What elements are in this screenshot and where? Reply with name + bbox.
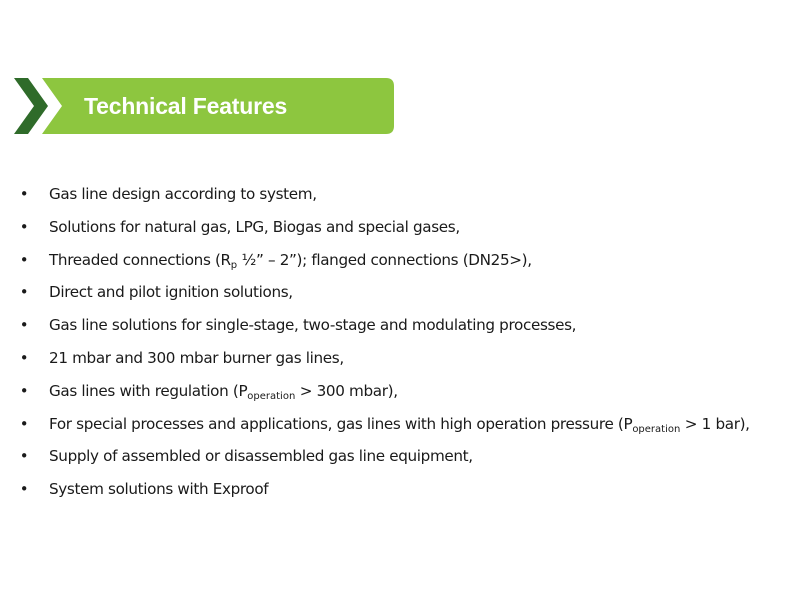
feature-text-part: > 1 bar), [680,414,750,433]
feature-text-part: For special processes and applications, gas lines with high operation pressure (P [49,414,633,433]
section-header-banner [14,78,394,134]
feature-text [49,375,398,408]
feature-text: 21 mbar and 300 mbar burner gas lines, [49,348,344,367]
feature-text: Gas line solutions for single-stage, two-stage and modulating processes, [49,316,577,335]
feature-text [49,244,532,277]
section-title: Technical Features [84,93,288,119]
bullet-icon: • [19,348,29,367]
subscript: operation [632,423,681,435]
feature-text: Gas line design according to system, [49,185,317,203]
bullet-icon: • [19,316,29,335]
list-item [14,211,794,244]
bullet-icon: • [19,185,29,203]
bullet-icon: • [19,381,29,400]
bullet-icon: • [19,414,29,433]
feature-text: Solutions for natural gas, LPG, Biogas and special gases, [49,217,460,236]
subscript: operation [247,390,296,402]
list-item [14,375,794,408]
bullet-icon: • [19,217,29,236]
subscript: p [230,259,238,271]
list-item [14,244,794,277]
bullet-icon: • [19,283,29,302]
feature-text-part: Gas lines with regulation (P [49,381,248,400]
feature-text [49,408,750,441]
feature-text: System solutions with Exproof [49,480,269,499]
bullet-icon: • [19,250,29,269]
list-item [14,342,794,375]
bullet-icon: • [19,447,29,466]
list-item [14,276,794,309]
list-item [14,178,794,211]
feature-text-part: ½” – 2”); flanged connections (DN25>), [237,250,532,269]
list-item [14,473,794,506]
bullet-icon: • [19,480,29,499]
feature-text-part: Threaded connections (R [49,250,231,269]
feature-text: Direct and pilot ignition solutions, [49,283,293,302]
list-item [14,440,794,473]
list-item [14,309,794,342]
technical-features-list [14,178,794,506]
list-item [14,408,794,441]
feature-text: Supply of assembled or disassembled gas line equipment, [49,447,473,466]
feature-text-part: > 300 mbar), [295,381,398,400]
